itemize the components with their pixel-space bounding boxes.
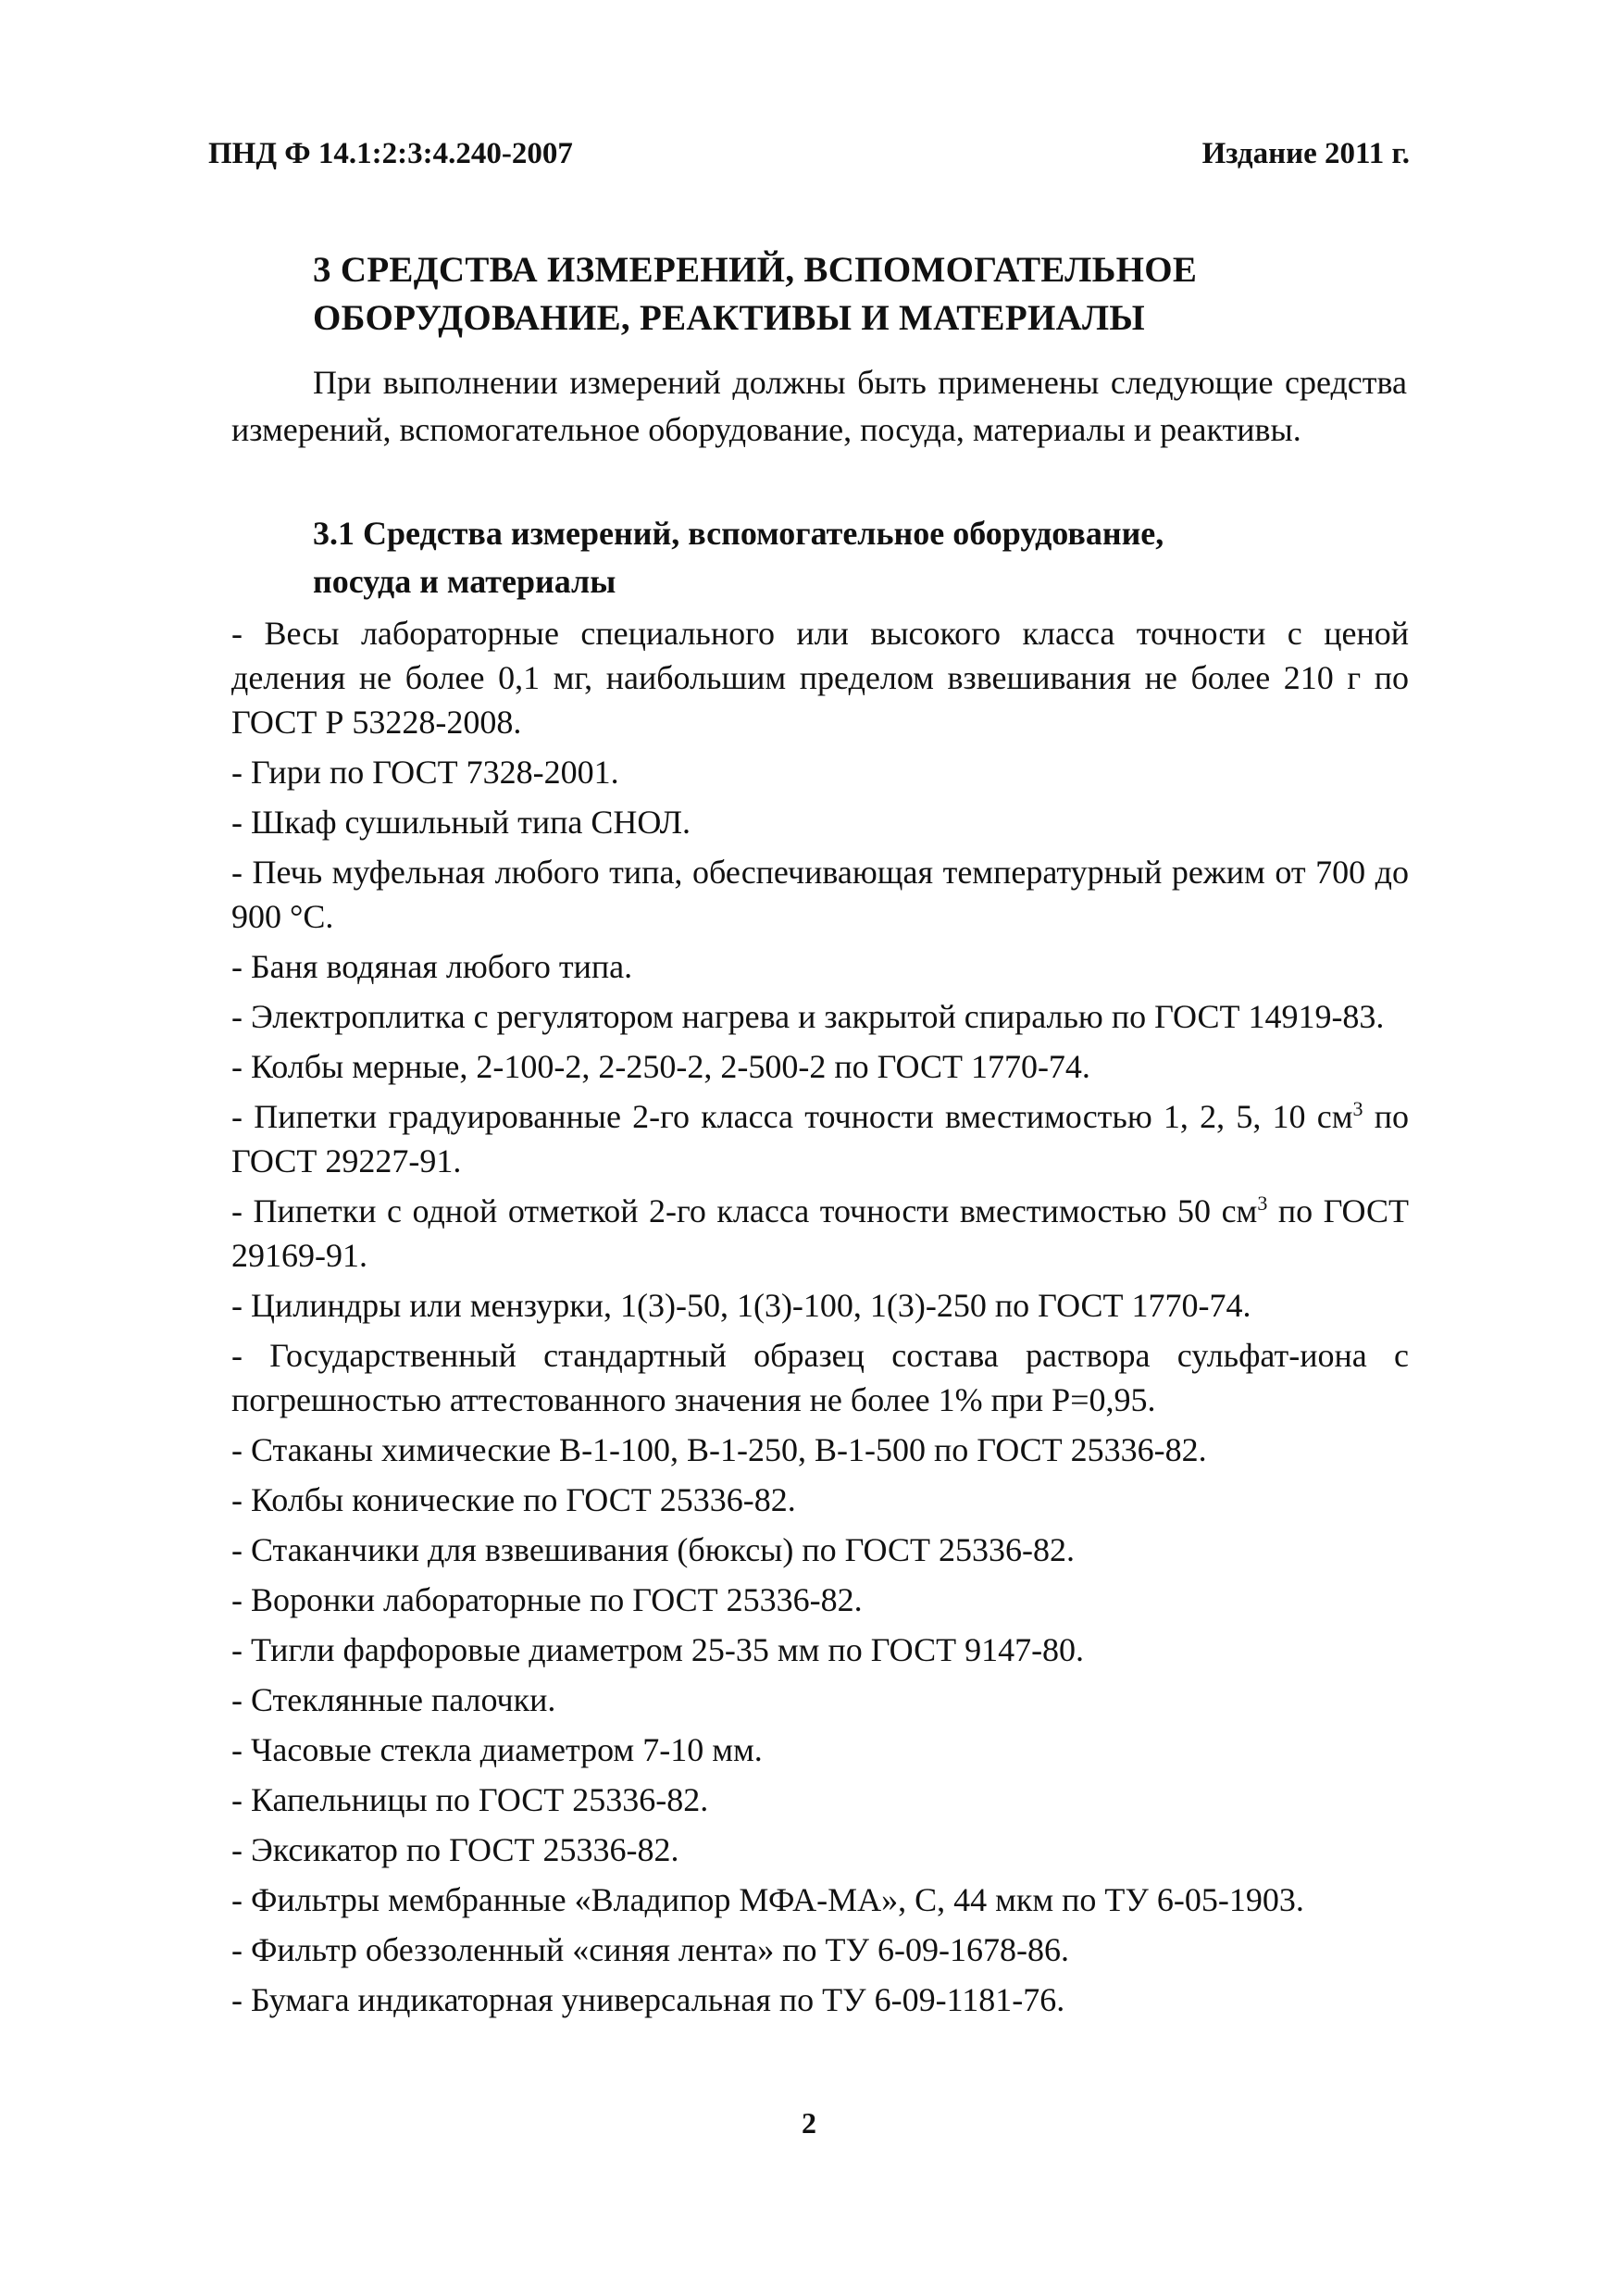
list-item: - Печь муфельная любого типа, обеспечивающая температурный режим от 700 до 900 °С. <box>231 854 1409 935</box>
list-item: - Воронки лабораторные по ГОСТ 25336-82. <box>231 1581 863 1618</box>
list-item: - Стеклянные палочки. <box>231 1681 556 1718</box>
subsection-title-line-2: посуда и материалы <box>313 563 616 600</box>
list-item: - Гири по ГОСТ 7328-2001. <box>231 754 619 791</box>
list-item: - Шкаф сушильный типа СНОЛ. <box>231 804 691 841</box>
list-item: - Стаканчики для взвешивания (бюксы) по ГОСТ 25336-82. <box>231 1531 1075 1568</box>
subsection-title-line-1: 3.1 Средства измерений, вспомогательное оборудование, <box>313 515 1164 552</box>
subsection-title <box>313 509 1424 605</box>
section-title-line-2: ОБОРУДОВАНИЕ, РЕАКТИВЫ И МАТЕРИАЛЫ <box>313 298 1146 338</box>
list-item: - Эксикатор по ГОСТ 25336-82. <box>231 1831 679 1868</box>
list-item: - Весы лабораторные специального или высокого класса точности с ценой деления не более 0,1 мг, наибольшим пределом взвешивания не более 210 г по ГОСТ Р 53228-2008. <box>231 615 1409 741</box>
list-item: - Тигли фарфоровые диаметром 25-35 мм по ГОСТ 9147-80. <box>231 1631 1085 1668</box>
item-text: - Пипетки градуированные 2-го класса точности вместимостью 1, 2, 5, 10 см <box>231 1098 1353 1135</box>
list-item: - Электроплитка с регулятором нагрева и закрытой спиралью по ГОСТ 14919-83. <box>231 998 1385 1035</box>
equipment-list <box>231 611 1409 2028</box>
item-text: - Пипетки с одной отметкой 2-го класса точности вместимостью 50 см <box>231 1192 1258 1229</box>
list-item: - Колбы мерные, 2-100-2, 2-250-2, 2-500-2 по ГОСТ 1770-74. <box>231 1048 1090 1085</box>
intro-paragraph: При выполнении измерений должны быть применены следующие средства измерений, вспомогательное оборудование, посуда, материалы и реактивы. <box>231 364 1407 448</box>
list-item: - Колбы конические по ГОСТ 25336-82. <box>231 1481 796 1518</box>
section-title <box>313 246 1424 343</box>
document-code: ПНД Ф 14.1:2:3:4.240-2007 <box>208 137 573 170</box>
list-item <box>231 1094 1409 1183</box>
list-item: - Часовые стекла диаметром 7-10 мм. <box>231 1731 763 1768</box>
section-title-line-1: 3 СРЕДСТВА ИЗМЕРЕНИЙ, ВСПОМОГАТЕЛЬНОЕ <box>313 250 1198 290</box>
list-item: - Фильтры мембранные «Владипор МФА-МА», С, 44 мкм по ТУ 6-05-1903. <box>231 1881 1304 1918</box>
list-item: - Стаканы химические В-1-100, В-1-250, В-1-500 по ГОСТ 25336-82. <box>231 1431 1207 1468</box>
list-item: - Бумага индикаторная универсальная по ТУ 6-09-1181-76. <box>231 1981 1065 2018</box>
superscript: 3 <box>1352 1097 1363 1120</box>
list-item: - Государственный стандартный образец состава раствора сульфат-иона с погрешностью аттестованного значения не более 1% при Р=0,95. <box>231 1337 1409 1418</box>
page-number: 2 <box>802 2106 816 2140</box>
item-text: по ГОСТ 29169-91. <box>231 1192 1409 1274</box>
list-item: - Капельницы по ГОСТ 25336-82. <box>231 1781 709 1818</box>
list-item: - Баня водяная любого типа. <box>231 948 633 985</box>
list-item <box>231 1189 1409 1278</box>
list-item: - Цилиндры или мензурки, 1(3)-50, 1(3)-100, 1(3)-250 по ГОСТ 1770-74. <box>231 1287 1251 1324</box>
edition-label: Издание 2011 г. <box>1201 137 1410 170</box>
item-text: по ГОСТ 29227-91. <box>231 1098 1409 1179</box>
list-item: - Фильтр обеззоленный «синяя лента» по ТУ 6-09-1678-86. <box>231 1931 1069 1968</box>
superscript: 3 <box>1257 1192 1268 1215</box>
page-header <box>208 137 1410 174</box>
